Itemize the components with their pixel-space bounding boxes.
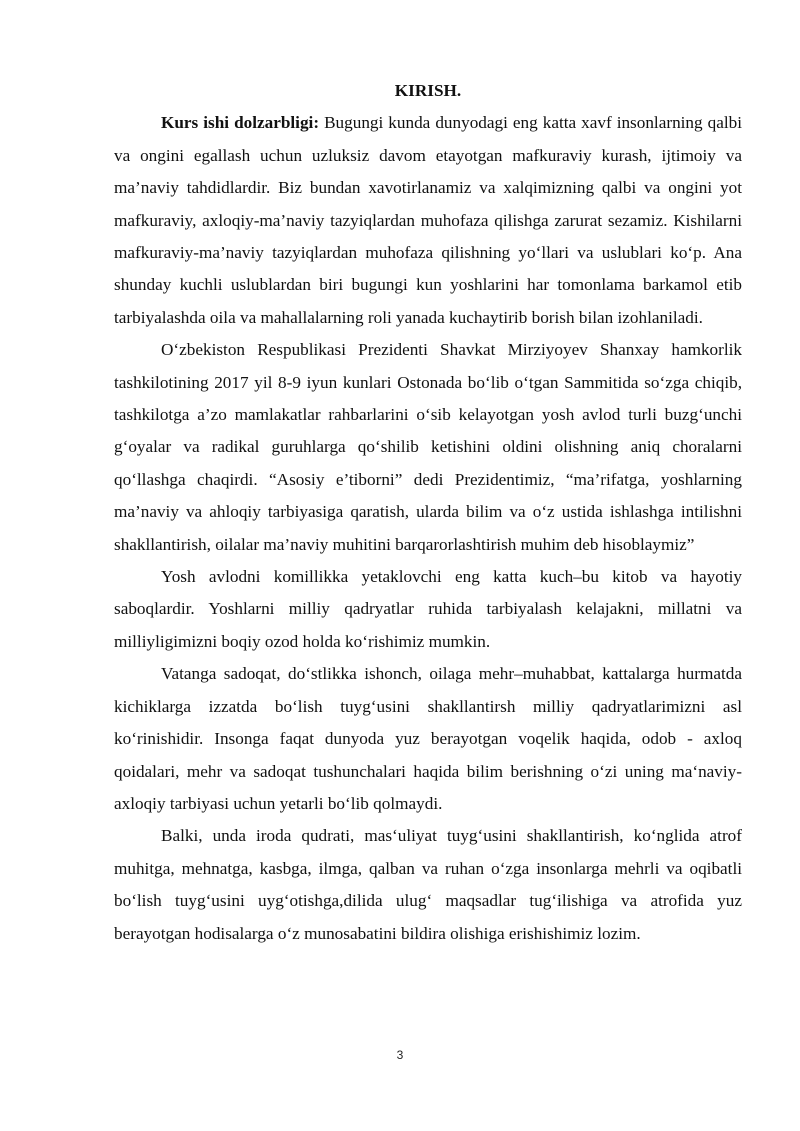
paragraph-national-values (114, 658, 742, 820)
paragraph-lead-label: Kurs ishi dolzarbligi: (161, 113, 320, 133)
paragraph-president-speech (114, 334, 742, 561)
section-title: KIRISH. (394, 81, 462, 100)
paragraph-text: Balki, unda iroda qudrati, mas‘uliyat tuyg‘usini shakllantirish, ko‘nglida atrof muhitga, mehnatga, kasbga, ilmga, qalban va ruhan o‘zga insonlarga mehrli va oqibatli bo‘lish tuyg‘usini uyg‘otishga,dilida ulug‘ maqsadlar tug‘ilishiga va atrofida yuz berayotgan hodisalarga o‘z munosabatini bildira olishiga erishishimiz lozim. (114, 826, 742, 943)
paragraph-youth-upbringing (114, 561, 742, 658)
document-body (114, 75, 742, 950)
paragraph-text: O‘zbekiston Respublikasi Prezidenti Shavkat Mirziyoyev Shanxay hamkorlik tashkilotining 2017 yil 8-9 iyun kunlari Ostonada bo‘lib o‘tgan Sammitida so‘zga chiqib, tashkilotga a’zo mamlakatlar rahbarlarini o‘sib kelayotgan yosh avlod turli buzg‘unchi g‘oyalar va radikal guruhlarga qo‘shilib ketishini oldini olishning aniq choralarni qo‘llashga chaqirdi. “Asosiy e’tiborni” dedi Prezidentimiz, “ma’rifatga, yoshlarning ma’naviy va ahloqiy tarbiyasiga qaratish, ularda bilim va o‘z ustida ishlashga intilishni shakllantirish, oilalar ma’naviy muhitini barqarorlashtirish muhim deb hisoblaymiz” (114, 340, 742, 554)
paragraph-text: Bugungi kunda dunyodagi eng katta xavf insonlarning qalbi va ongini egallash uchun uzluksiz davom etayotgan mafkuraviy kurash, ijtimoiy va ma’naviy tahdidlardir. Biz bundan xavotirlanamiz va xalqimizning qalbi va ongini yot mafkuraviy, axloqiy-ma’naviy tazyiqlardan muhofaza qilishga zarurat sezamiz. Kishilarni mafkuraviy-ma’naviy tazyiqlardan muhofaza qilishning yo‘llari va uslublari ko‘p. Ana shunday kuchli uslublardan biri bugungi kun yoshlarini har tomonlama barkamol etib tarbiyalashda oila va mahallalarning roli yanada kuchaytirib borish bilan izohlaniladi. (114, 113, 742, 327)
page-number: 3 (396, 1048, 404, 1062)
paragraph-text: Vatanga sadoqat, do‘stlikka ishonch, oilaga mehr–muhabbat, kattalarga hurmatda kichiklarga izzatda bo‘lish tuyg‘usini shakllantirsh milliy qadryatlarimizni asl ko‘rinishidir. Insonga faqat dunyoda yuz berayotgan voqelik haqida, odob - axloq qoidalari, mehr va sadoqat tushunchalari haqida bilim berishning o‘zi uning ma‘naviy-axloqiy tarbiyasi uchun yetarli bo‘lib qolmaydi. (114, 664, 742, 813)
paragraph-text: Yosh avlodni komillikka yetaklovchi eng katta kuch–bu kitob va hayotiy saboqlardir. Yoshlarni milliy qadryatlar ruhida tarbiyalash kelajakni, millatni va milliyligimizni boqiy ozod holda ko‘rishimiz mumkin. (114, 567, 742, 651)
paragraph-relevance (114, 107, 742, 334)
paragraph-willpower (114, 820, 742, 950)
